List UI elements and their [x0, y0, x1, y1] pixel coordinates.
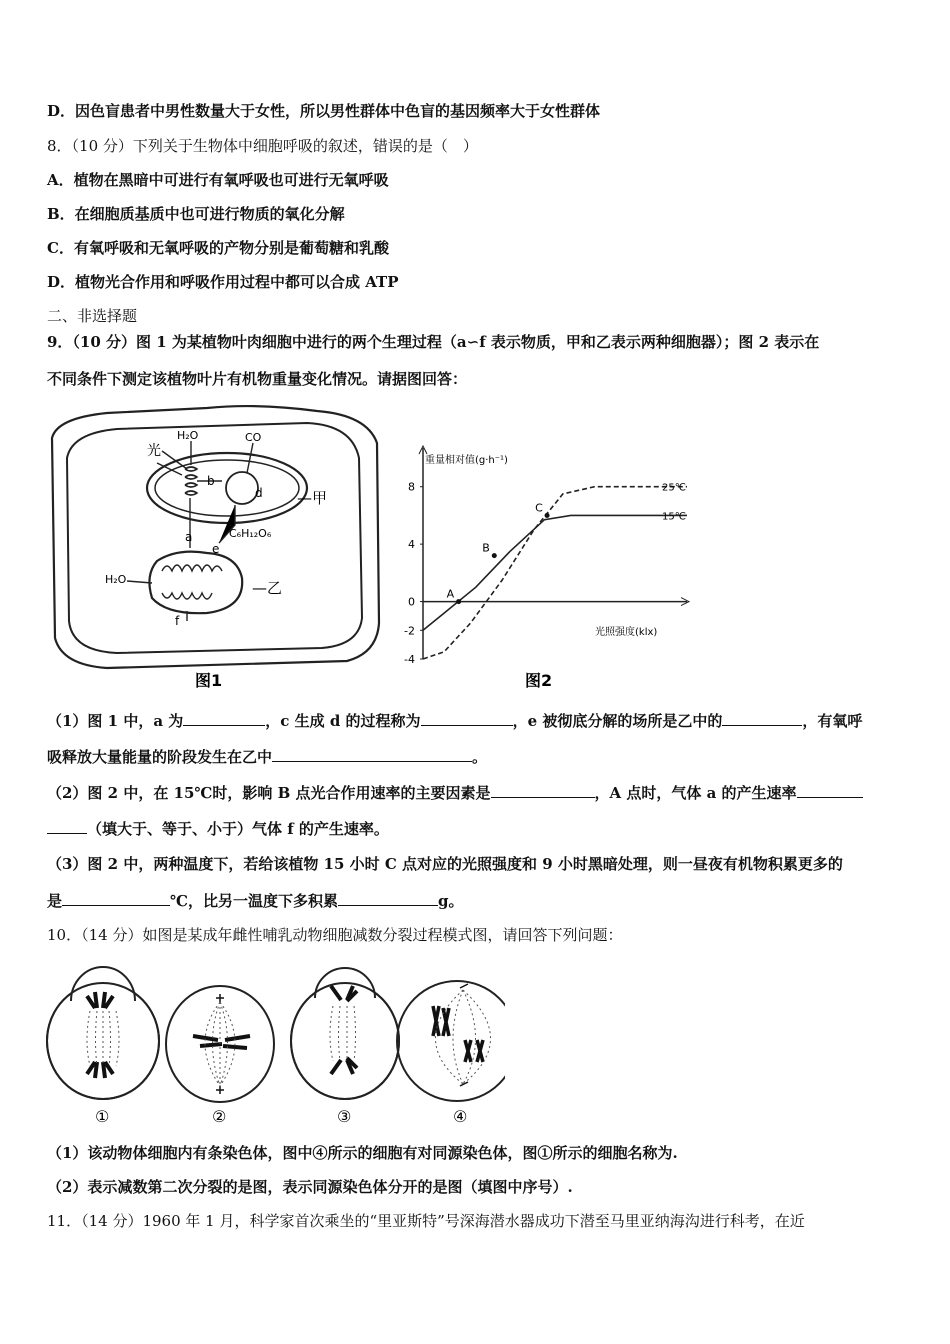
figure-3-meiosis-cells: [45, 956, 505, 1128]
answer-blank-c-to-d[interactable]: [421, 710, 513, 726]
chart-ytick-label: 0: [408, 595, 415, 609]
light-label: 光: [147, 443, 161, 459]
question-8-option-b: B．在细胞质基质中也可进行物质的氧化分解: [47, 205, 345, 223]
question-8-option-a: A．植物在黑暗中可进行有氧呼吸也可进行无氧呼吸: [47, 171, 389, 189]
h2o-top-label: H₂O: [177, 429, 199, 442]
jia-label: —甲: [297, 489, 328, 507]
question-10-2: （2）表示减数第二次分裂的是图，表示同源染色体分开的是图（填图中序号）.: [47, 1178, 573, 1196]
answer-blank-rate-cont[interactable]: [47, 818, 87, 834]
cell-2-label: ②: [212, 1107, 227, 1126]
e-label: e: [212, 542, 220, 556]
answer-blank-factor[interactable]: [491, 782, 595, 798]
question-10-1: （1）该动物体细胞内有条染色体，图中④所示的细胞有对同源染色体，图①所示的细胞名称为.: [47, 1144, 678, 1162]
question-9-stem-2: 不同条件下测定该植物叶片有机物重量变化情况。请据图回答：: [47, 370, 468, 388]
cell-4-label: ④: [453, 1107, 468, 1126]
cell-1: [47, 967, 159, 1099]
chart-series-label: 15℃: [662, 511, 686, 523]
question-9-1-line1: （1）图 1 中，a 为 ，c 生成 d 的过程称为 ，e 被彻底分解的场所是乙中的 ，有氧呼: [47, 712, 863, 730]
question-8-stem: 8．（10 分）下列关于生物体中细胞呼吸的叙述，错误的是（ ）: [47, 137, 478, 155]
question-9-3-line1: （3）图 2 中，两种温度下，若给该植物 15 小时 C 点对应的光照强度和 9 小时黑暗处理，则一昼夜有机物积累更多的: [47, 855, 843, 873]
chart-point-B: [492, 553, 497, 558]
cell-2: [166, 986, 274, 1102]
question-9-1-line2: 吸释放大量能量的阶段发生在乙中 。: [47, 748, 488, 766]
figure-2-caption: 图2: [525, 671, 553, 690]
cell-3-label: ③: [337, 1107, 352, 1126]
chart-series-label: 25℃: [662, 482, 686, 494]
chart-point-label: C: [535, 501, 543, 515]
figure-1-cell-diagram: [47, 403, 387, 693]
question-9-2-line2: （填大于、等于、小于）气体 f 的产生速率。: [47, 818, 389, 839]
chart-point-label: B: [482, 541, 490, 555]
chart-series-1: [423, 515, 687, 630]
d-label: d: [255, 486, 263, 500]
chart-point-C: [545, 513, 550, 518]
c6h12o6-label: C₆H₁₂O₆: [229, 527, 272, 540]
chart-ytick-label: 4: [408, 538, 415, 552]
option-d-q7: D．因色盲患者中男性数量大于女性，所以男性群体中色盲的基因频率大于女性群体: [47, 102, 601, 120]
question-9-stem-1: 9．（10 分）图 1 为某植物叶肉细胞中进行的两个生理过程（a∽f 表示物质，甲和乙表示两种细胞器）；图 2 表示在: [47, 333, 820, 351]
question-9-3-line2: 是 ℃，比另一温度下多积累 g。: [47, 892, 464, 910]
h2o-left-label: H₂O: [105, 573, 127, 586]
answer-blank-grams[interactable]: [338, 890, 438, 906]
question-8-option-d: D．植物光合作用和呼吸作用过程中都可以合成 ATP: [47, 273, 399, 291]
question-11-stem: 11．（14 分）1960 年 1 月，科学家首次乘坐的“里亚斯特”号深海潜水器成功下潜至马里亚纳海沟进行科考，在近: [47, 1212, 805, 1230]
cell-1-label: ①: [95, 1107, 110, 1126]
co2-label: CO: [245, 431, 262, 444]
answer-blank-stage[interactable]: [272, 746, 472, 762]
figure-1-caption: 图1: [195, 671, 223, 690]
chart-xlabel: 光照强度(klx): [595, 627, 658, 638]
answer-blank-e-site[interactable]: [722, 710, 802, 726]
cell-3: [291, 968, 399, 1099]
answer-blank-a[interactable]: [183, 710, 265, 726]
question-10-stem: 10．（14 分）如图是某成年雌性哺乳动物细胞减数分裂过程模式图，请回答下列问题：: [47, 926, 623, 944]
chart-ylabel: 重量相对值(g·h⁻¹): [425, 455, 508, 466]
chart-ytick-label: -4: [404, 653, 415, 666]
question-9-2-line1: （2）图 2 中，在 15℃时，影响 B 点光合作用速率的主要因素是 ，A 点时，气体 a 的产生速率: [47, 782, 863, 803]
f-label: f: [175, 614, 180, 628]
figure-2-chart: [395, 403, 707, 693]
answer-blank-temp[interactable]: [62, 890, 170, 906]
question-8-option-c: C．有氧呼吸和无氧呼吸的产物分别是葡萄糖和乳酸: [47, 239, 389, 257]
answer-blank-rate[interactable]: [797, 782, 863, 798]
section-heading: 二、非选择题: [47, 307, 138, 325]
yi-label: —乙: [252, 579, 283, 597]
a-label: a: [185, 530, 193, 544]
chart-point-A: [456, 599, 461, 604]
chart-ytick-label: 8: [408, 480, 415, 494]
chart-ytick-label: -2: [404, 624, 415, 638]
cell-4: [397, 981, 505, 1101]
b-label: b: [207, 474, 215, 488]
chart-point-label: A: [446, 587, 455, 601]
